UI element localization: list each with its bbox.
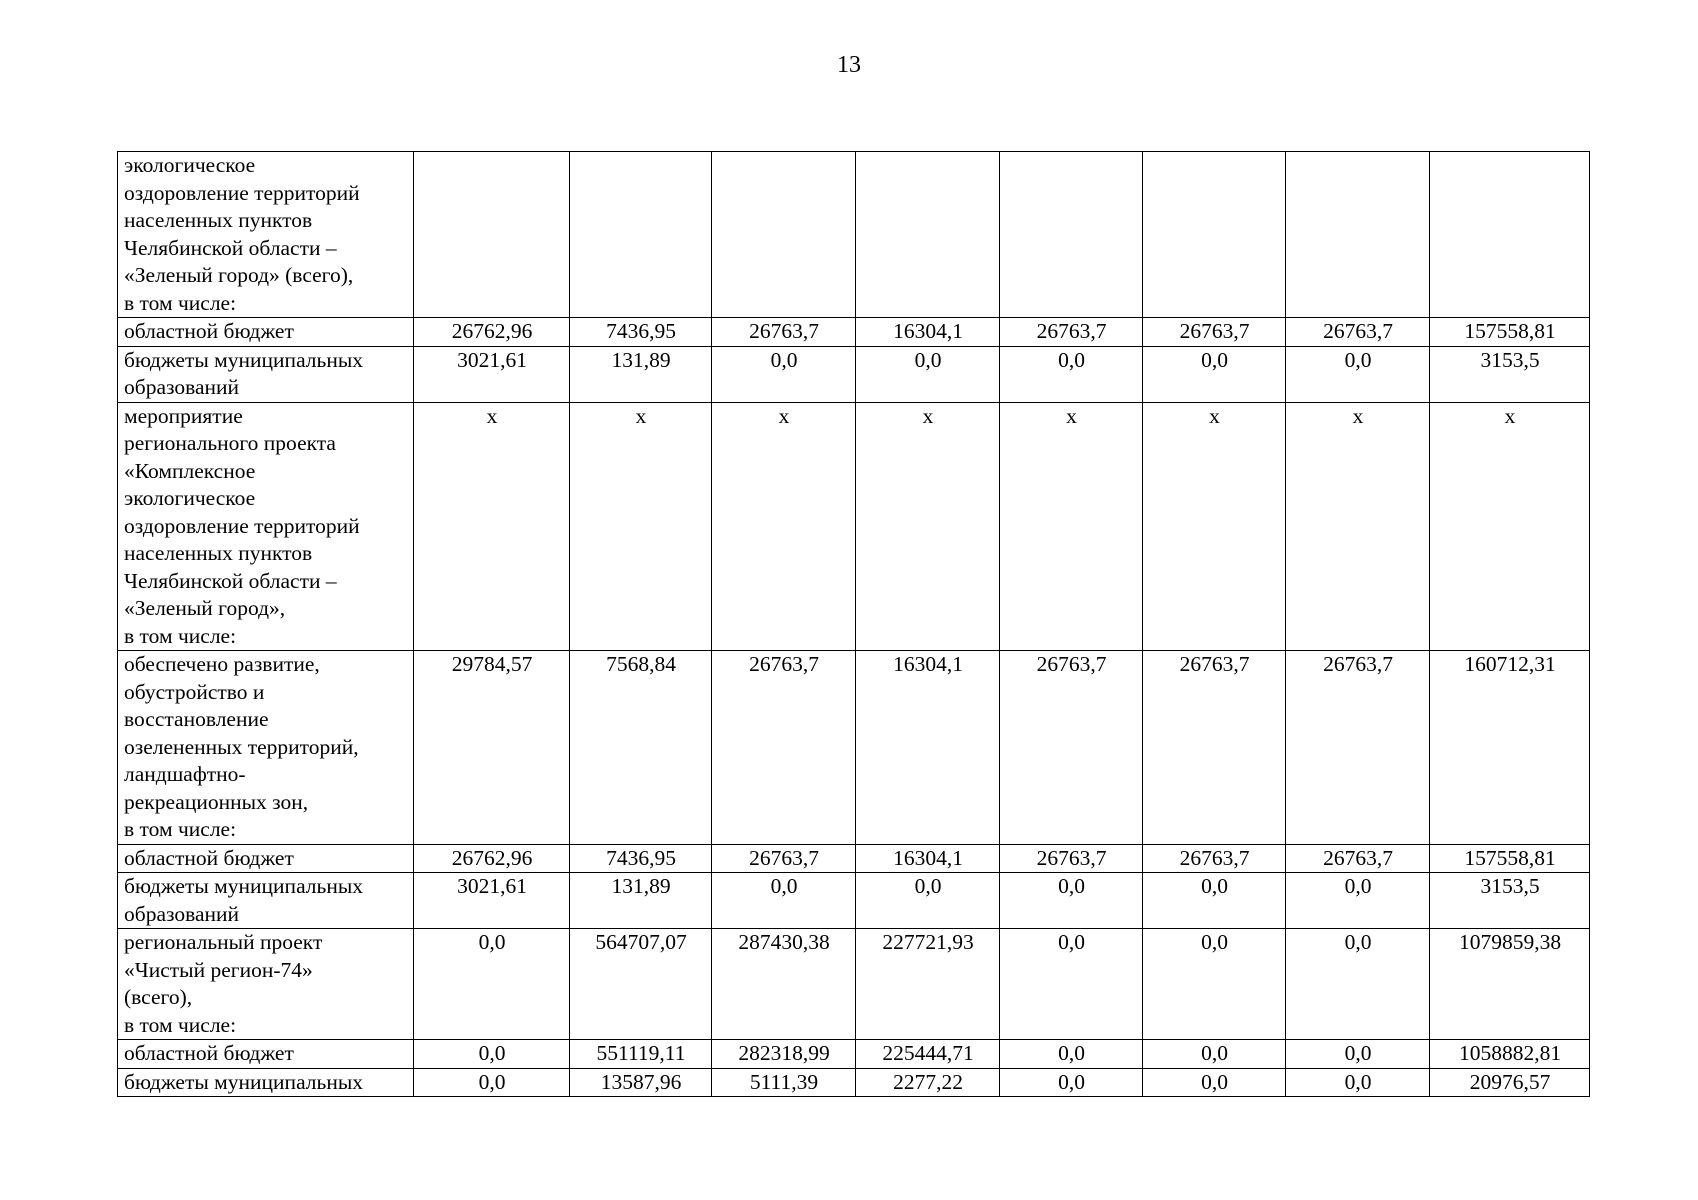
row-label-line: оздоровление территорий xyxy=(124,180,360,205)
row-label-line: населенных пунктов xyxy=(124,541,313,565)
row-label-cell xyxy=(118,844,414,873)
row-label-line: обустройство и xyxy=(124,679,265,704)
value-cell: 0,0 xyxy=(414,1068,570,1097)
value-cell: 16304,1 xyxy=(856,318,1000,347)
value-cell xyxy=(1430,152,1590,318)
value-cell: 131,89 xyxy=(570,873,712,929)
value-cell: 0,0 xyxy=(1000,873,1143,929)
row-label-line: бюджеты муниципальных xyxy=(124,347,364,372)
value-cell: 3021,61 xyxy=(414,346,570,402)
value-cell: 564707,07 xyxy=(570,929,712,1040)
value-cell: x xyxy=(856,402,1000,651)
value-cell: 26762,96 xyxy=(414,318,570,347)
row-label-cell xyxy=(118,873,414,929)
table-body xyxy=(118,152,1590,1097)
value-cell: 26763,7 xyxy=(1000,651,1143,845)
value-cell: 7568,84 xyxy=(570,651,712,845)
row-label-line: обеспечено развитие, xyxy=(124,652,320,676)
budget-table xyxy=(117,151,1590,1097)
row-label-line: региональный проект xyxy=(124,930,323,954)
row-label-line: восстановление xyxy=(124,707,269,731)
value-cell: x xyxy=(414,402,570,651)
row-label-line: областной бюджет xyxy=(124,1041,294,1065)
value-cell: 0,0 xyxy=(1143,929,1286,1040)
value-cell: 0,0 xyxy=(414,1040,570,1069)
value-cell: 26763,7 xyxy=(712,318,856,347)
value-cell: 20976,57 xyxy=(1430,1068,1590,1097)
value-cell: 0,0 xyxy=(856,346,1000,402)
value-cell: 5111,39 xyxy=(712,1068,856,1097)
value-cell: 13587,96 xyxy=(570,1068,712,1097)
row-label-line: озелененных территорий, xyxy=(124,734,359,759)
value-cell: 551119,11 xyxy=(570,1040,712,1069)
value-cell: 26763,7 xyxy=(1286,844,1430,873)
table-row xyxy=(118,318,1590,347)
value-cell: 0,0 xyxy=(1286,929,1430,1040)
value-cell: 26762,96 xyxy=(414,844,570,873)
value-cell: x xyxy=(1286,402,1430,651)
row-label-line: «Чистый регион-74» xyxy=(124,957,313,982)
value-cell xyxy=(414,152,570,318)
value-cell: 1058882,81 xyxy=(1430,1040,1590,1069)
value-cell: 0,0 xyxy=(1000,1068,1143,1097)
row-label-line: Челябинской области – xyxy=(124,235,337,260)
value-cell: 160712,31 xyxy=(1430,651,1590,845)
row-label-line: образований xyxy=(124,901,240,926)
row-label-cell xyxy=(118,152,414,318)
table-row xyxy=(118,346,1590,402)
row-label-line: образований xyxy=(124,375,240,399)
value-cell: 16304,1 xyxy=(856,651,1000,845)
row-label-cell xyxy=(118,1068,414,1097)
value-cell: x xyxy=(1000,402,1143,651)
table-row xyxy=(118,651,1590,845)
value-cell: 0,0 xyxy=(712,346,856,402)
value-cell: 0,0 xyxy=(1286,346,1430,402)
value-cell: x xyxy=(1430,402,1590,651)
row-label-line: «Комплексное xyxy=(124,458,256,483)
value-cell: 0,0 xyxy=(1000,1040,1143,1069)
row-label-cell xyxy=(118,929,414,1040)
table-row xyxy=(118,873,1590,929)
value-cell xyxy=(1143,152,1286,318)
value-cell: 225444,71 xyxy=(856,1040,1000,1069)
page-number: 13 xyxy=(837,52,861,78)
value-cell: 26763,7 xyxy=(712,844,856,873)
value-cell: 0,0 xyxy=(1286,1040,1430,1069)
value-cell: 0,0 xyxy=(1286,1068,1430,1097)
value-cell xyxy=(1000,152,1143,318)
value-cell: 227721,93 xyxy=(856,929,1000,1040)
value-cell xyxy=(570,152,712,318)
value-cell xyxy=(712,152,856,318)
table-row xyxy=(118,1040,1590,1069)
row-label-cell xyxy=(118,402,414,651)
row-label-line: ландшафтно- xyxy=(124,762,246,786)
value-cell: 0,0 xyxy=(1000,929,1143,1040)
row-label-cell xyxy=(118,346,414,402)
value-cell: 0,0 xyxy=(414,929,570,1040)
table-row xyxy=(118,402,1590,651)
row-label-line: в том числе: xyxy=(124,817,237,841)
table-row xyxy=(118,1068,1590,1097)
value-cell: 0,0 xyxy=(1143,1040,1286,1069)
value-cell: 1079859,38 xyxy=(1430,929,1590,1040)
value-cell: 157558,81 xyxy=(1430,844,1590,873)
value-cell: 2277,22 xyxy=(856,1068,1000,1097)
value-cell: x xyxy=(570,402,712,651)
value-cell: 26763,7 xyxy=(1143,651,1286,845)
value-cell: 0,0 xyxy=(1286,873,1430,929)
table-row xyxy=(118,152,1590,318)
row-label-line: оздоровление территорий xyxy=(124,513,360,538)
value-cell xyxy=(856,152,1000,318)
table-row xyxy=(118,929,1590,1040)
value-cell: 0,0 xyxy=(856,873,1000,929)
row-label-line: областной бюджет xyxy=(124,319,294,343)
value-cell: x xyxy=(712,402,856,651)
table-row xyxy=(118,844,1590,873)
value-cell: 0,0 xyxy=(712,873,856,929)
row-label-line: бюджеты муниципальных xyxy=(124,874,364,898)
value-cell: 26763,7 xyxy=(1286,318,1430,347)
value-cell: 7436,95 xyxy=(570,844,712,873)
value-cell: 157558,81 xyxy=(1430,318,1590,347)
row-label-line: в том числе: xyxy=(124,290,237,315)
row-label-line: бюджеты муниципальных xyxy=(124,1069,364,1094)
value-cell: 282318,99 xyxy=(712,1040,856,1069)
value-cell: 287430,38 xyxy=(712,929,856,1040)
row-label-line: населенных пунктов xyxy=(124,208,313,232)
value-cell: x xyxy=(1143,402,1286,651)
value-cell: 26763,7 xyxy=(1143,318,1286,347)
value-cell: 16304,1 xyxy=(856,844,1000,873)
value-cell: 3021,61 xyxy=(414,873,570,929)
value-cell: 3153,5 xyxy=(1430,346,1590,402)
row-label-line: «Зеленый город» (всего), xyxy=(124,263,354,287)
value-cell: 26763,7 xyxy=(1286,651,1430,845)
row-label-line: мероприятие xyxy=(124,403,243,428)
value-cell: 0,0 xyxy=(1000,346,1143,402)
value-cell: 0,0 xyxy=(1143,873,1286,929)
value-cell xyxy=(1286,152,1430,318)
value-cell: 0,0 xyxy=(1143,346,1286,402)
row-label-line: «Зеленый город», xyxy=(124,596,286,620)
row-label-cell xyxy=(118,1040,414,1069)
value-cell: 26763,7 xyxy=(1000,844,1143,873)
value-cell: 0,0 xyxy=(1143,1068,1286,1097)
value-cell: 26763,7 xyxy=(1000,318,1143,347)
row-label-line: экологическое xyxy=(124,153,256,177)
row-label-cell xyxy=(118,318,414,347)
value-cell: 3153,5 xyxy=(1430,873,1590,929)
value-cell: 7436,95 xyxy=(570,318,712,347)
value-cell: 26763,7 xyxy=(1143,844,1286,873)
value-cell: 131,89 xyxy=(570,346,712,402)
row-label-line: в том числе: xyxy=(124,623,237,648)
row-label-line: (всего), xyxy=(124,985,193,1009)
row-label-line: Челябинской области – xyxy=(124,568,337,593)
row-label-cell xyxy=(118,651,414,845)
row-label-line: регионального проекта xyxy=(124,431,336,455)
row-label-line: областной бюджет xyxy=(124,845,294,870)
value-cell: 29784,57 xyxy=(414,651,570,845)
row-label-line: в том числе: xyxy=(124,1012,237,1037)
row-label-line: рекреационных зон, xyxy=(124,789,309,814)
value-cell: 26763,7 xyxy=(712,651,856,845)
row-label-line: экологическое xyxy=(124,486,256,510)
